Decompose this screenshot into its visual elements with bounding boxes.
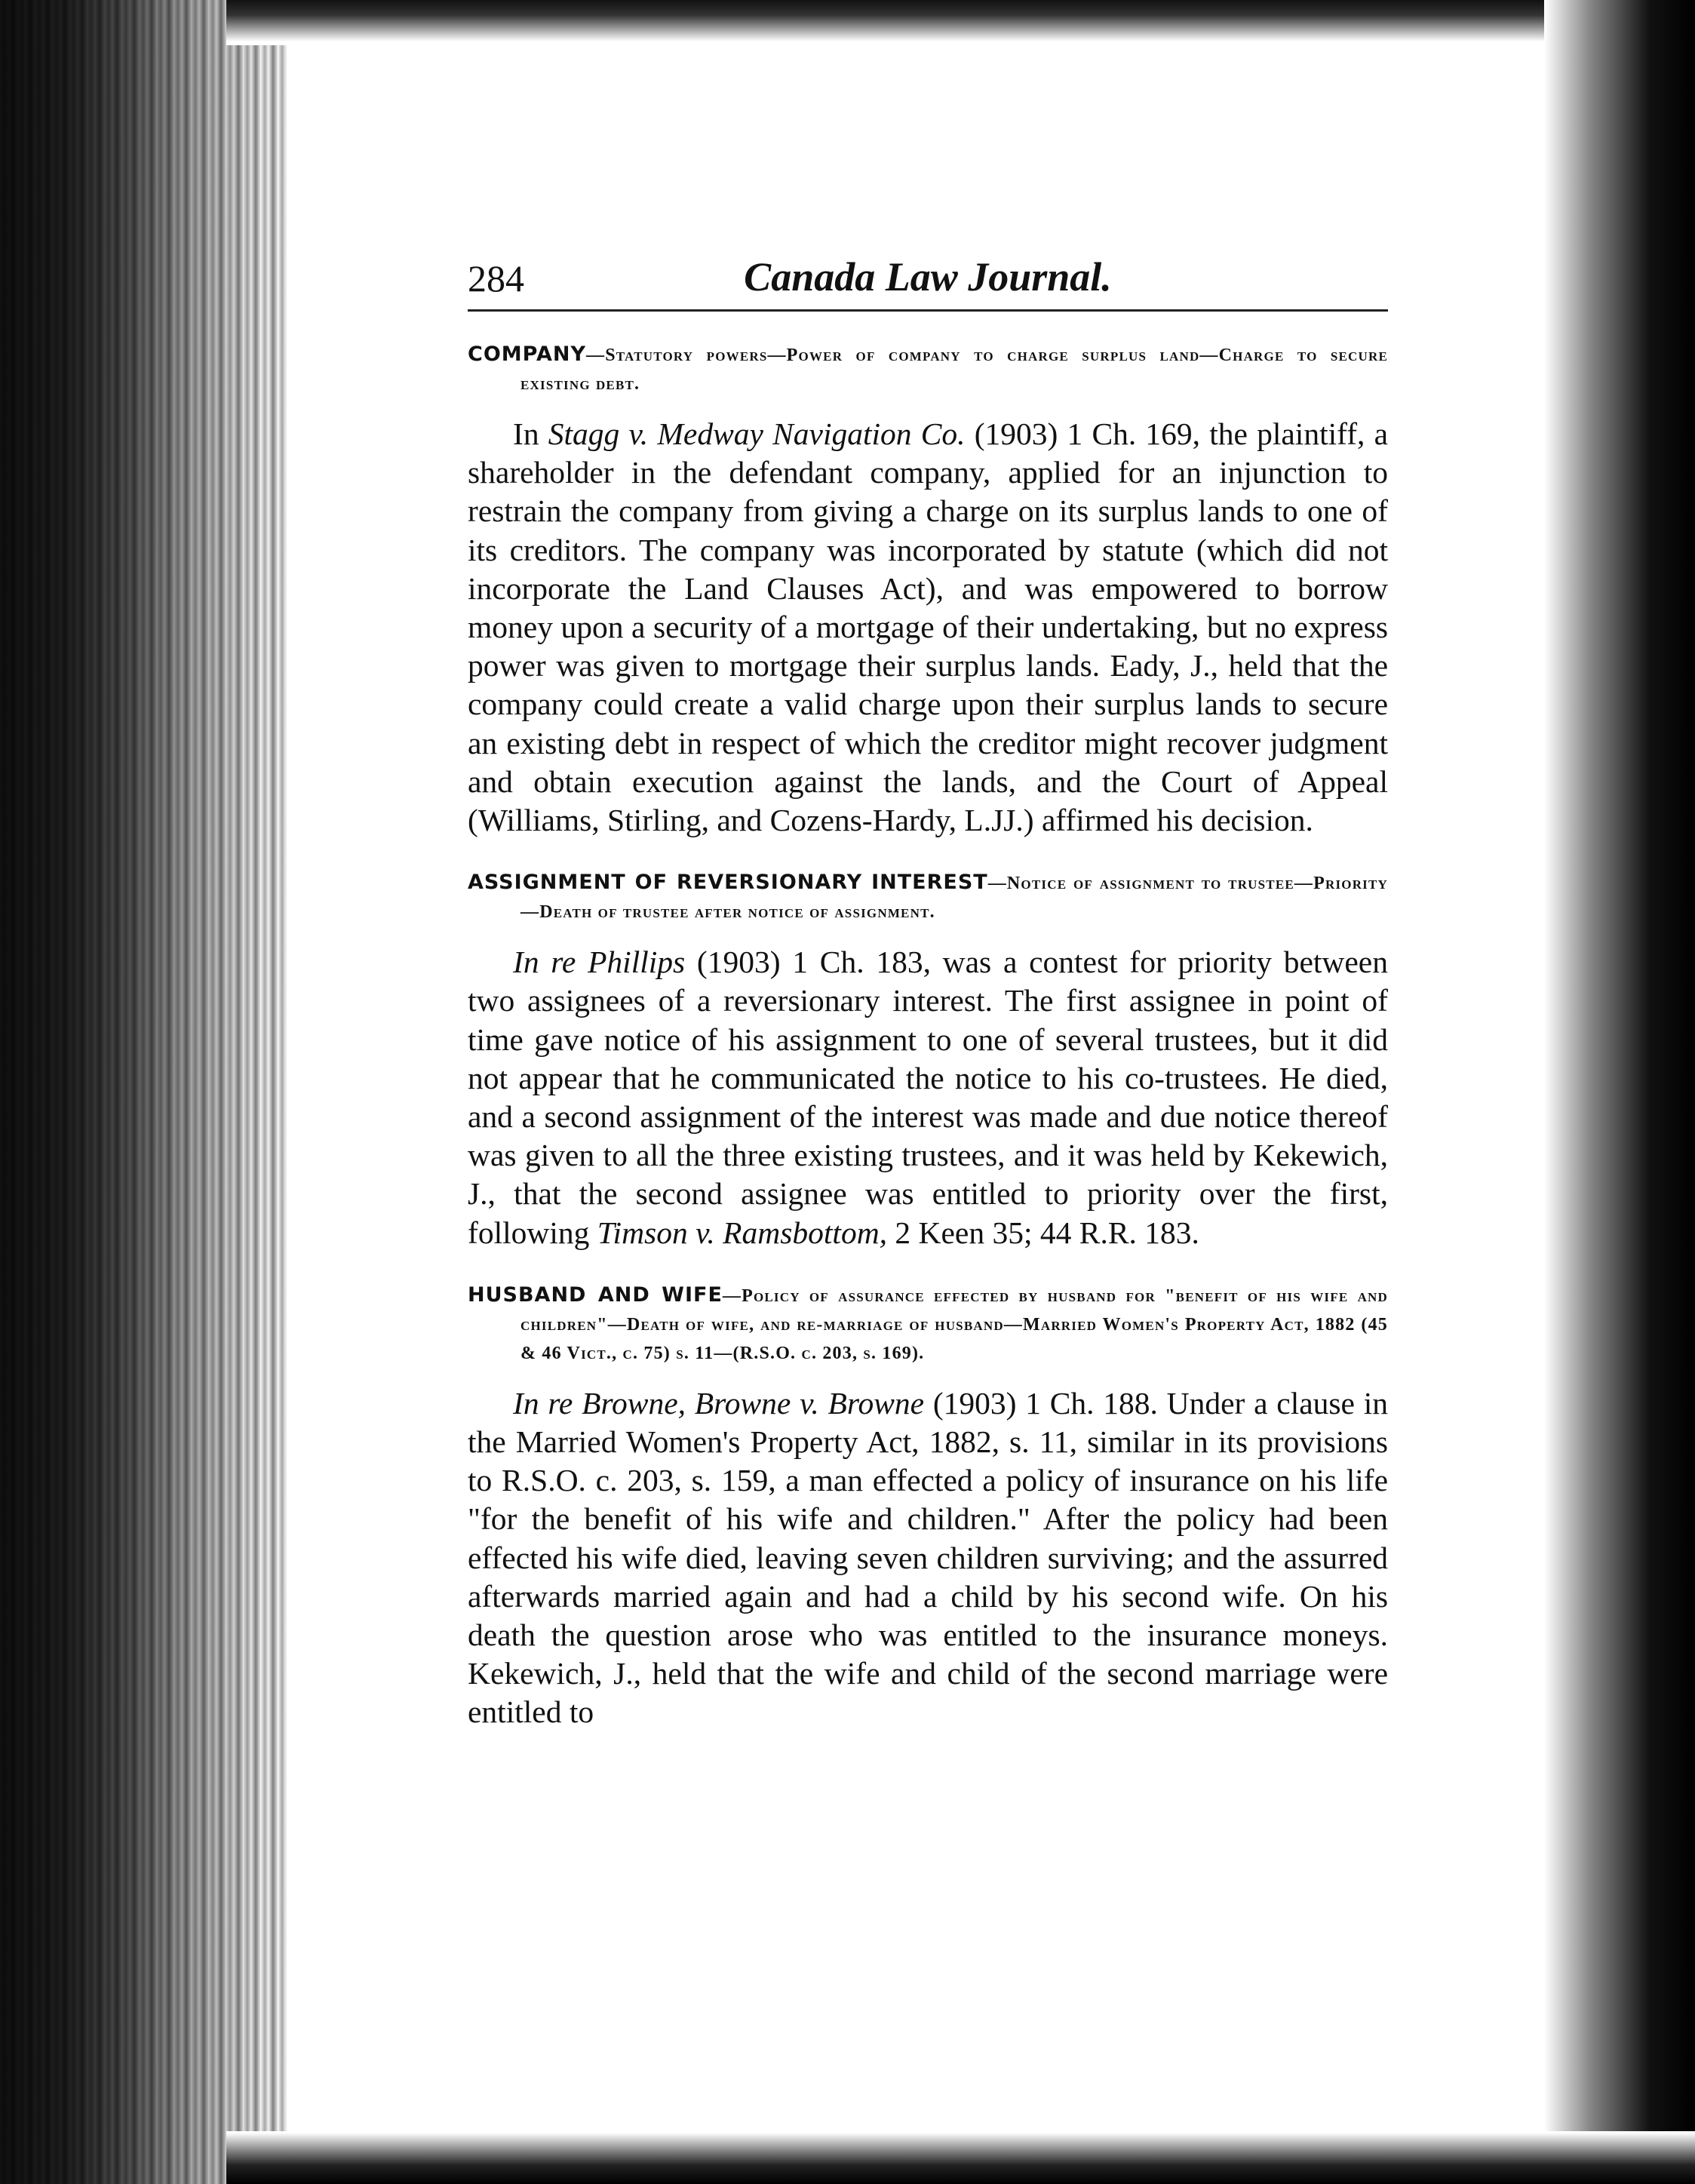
headnote-topic: HUSBAND AND WIFE: [468, 1282, 723, 1307]
paragraph-body: (1903) 1 Ch. 169, the plaintiff, a shareholder in the defendant company, applied for an injunction to restrain the company from giving a charge on its surplus lands to one of its creditors. The company was incorporated by statute (which did not incorporate the Land Clauses Act), and was empowered to borrow money upon a security of a mortgage of their undertaking, but no express power was given to mortgage their surplus lands. Eady, J., held that the company could create a valid charge upon their surplus lands to secure an existing debt in respect of which the creditor might recover judgment and obtain execution against the lands, and the Court of Appeal (Williams, Stirling, and Cozens-Hardy, L.JJ.) affirmed his decision.: [468, 416, 1388, 838]
paragraph-lead: In: [513, 416, 548, 451]
scan-top-edge: [226, 0, 1695, 45]
paragraph-body: (1903) 1 Ch. 183, was a contest for priority between two assignees of a reversionary interest. The first assignee in point of time gave notice of his assignment to one of several trustees, but it did not appear that he communicated the notice to his co-trustees. He died, and a second assignment of the interest was made and due notice thereof was given to all the three existing trustees, and it was held by Kekewich, J., that the second assignee was entitled to priority over the first, following: [468, 945, 1388, 1250]
case-name: In re Browne, Browne v. Browne: [513, 1385, 925, 1421]
scan-bottom-edge: [226, 2131, 1695, 2184]
journal-title: Canada Law Journal.: [744, 254, 1112, 299]
headnote-text: —Policy of assurance effected by husband for "benefit of his wife and children"—Death of wife, and re-marriage of husband—Married Women's Property Act, 1882 (45 & 46 Vict., c. 75) s. 11—(R.S.O. c. 203, s. 169).: [520, 1286, 1388, 1363]
case-reference: Timson v. Ramsbottom,: [597, 1215, 888, 1250]
headnote-text: —Notice of assignment to trustee—Priority—Death of trustee after notice of assignment.: [520, 874, 1389, 923]
section-assignment: [468, 868, 1388, 1252]
section-company: [468, 340, 1388, 840]
headnote-topic: ASSIGNMENT OF REVERSIONARY INTEREST: [468, 871, 988, 895]
paragraph-body: (1903) 1 Ch. 188. Under a clause in the Married Women's Property Act, 1882, s. 11, similar in its provisions to R.S.O. c. 203, s. 159, a man effected a policy of insurance on his life "for the benefit of his wife and children." After the policy had been effected his wife died, leaving seven children surviving; and the assurred afterwards married again and had a child by his second wife. On his death the question arose who was entitled to the insurance moneys. Kekewich, J., held that the wife and child of the second marriage were entitled to: [468, 1385, 1388, 1730]
section-husband-wife: [468, 1281, 1388, 1732]
scan-binding-shadow: [0, 0, 287, 2184]
page-number: 284: [468, 257, 524, 299]
paragraph: [468, 415, 1388, 840]
paragraph-tail: 2 Keen 35; 44 R.R. 183.: [887, 1215, 1199, 1250]
paragraph: [468, 1384, 1388, 1732]
case-name: Stagg v. Medway Navigation Co.: [548, 416, 966, 451]
headnote: [468, 340, 1388, 398]
headnote-topic: COMPANY: [468, 342, 586, 366]
headnote-text: —Statutory powers—Power of company to charge surplus land—Charge to secure existing debt.: [520, 346, 1388, 394]
running-head: [468, 256, 1388, 312]
paragraph: [468, 943, 1388, 1252]
case-name: In re Phillips: [513, 945, 686, 980]
headnote: [468, 1281, 1388, 1368]
scan-right-edge: [1544, 0, 1695, 2184]
page: [468, 256, 1388, 1732]
headnote: [468, 868, 1388, 926]
